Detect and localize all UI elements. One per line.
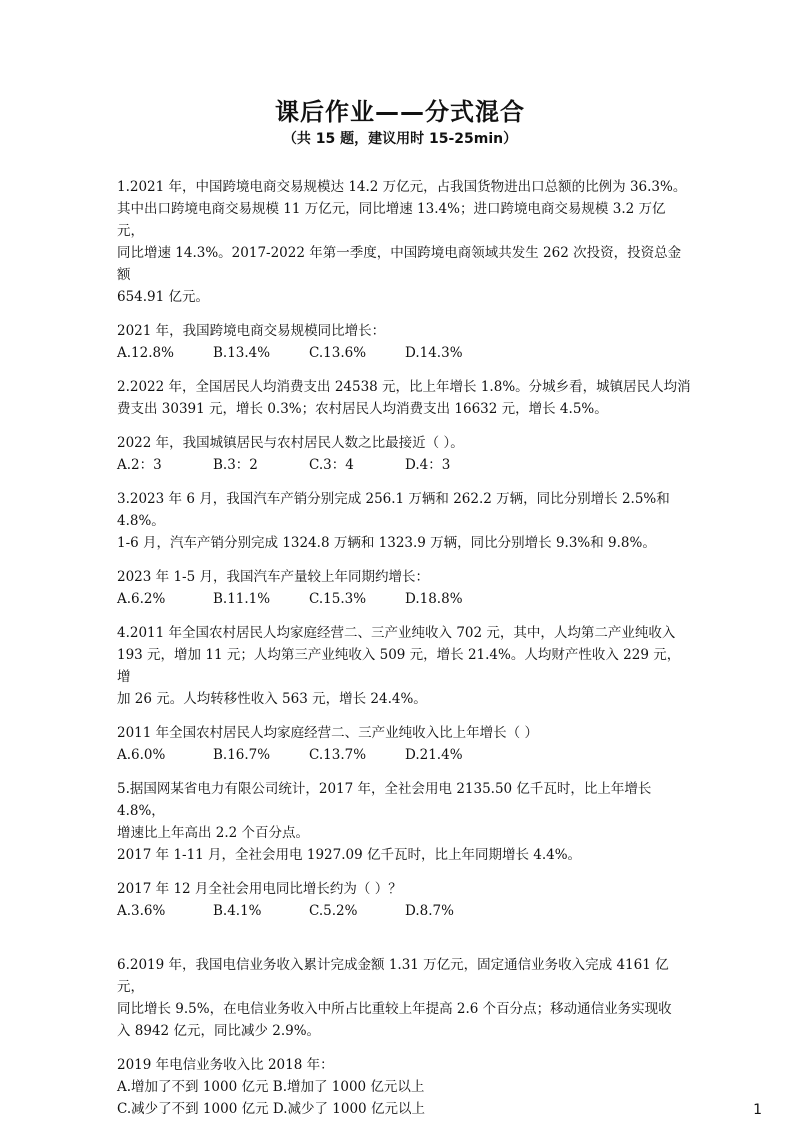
- question-5-line-1: 5.据国网某省电力有限公司统计，2017 年，全社会用电 2135.50 亿千瓦时，比上年增长 4.8%，: [117, 781, 652, 819]
- question-5-line-3: 2017 年 1-11 月，全社会用电 1927.09 亿千瓦时，比上年同期增长 4.4%。: [117, 847, 582, 863]
- question-5-line-2: 增速比上年高出 2.2 个百分点。: [117, 825, 310, 841]
- question-6-options-line-1: A.增加了不到 1000 亿元 B.增加了 1000 亿元以上: [117, 1079, 425, 1095]
- question-6-line-2: 同比增长 9.5%，在电信业务收入中所占比重较上年提高 2.6 个百分点；移动通信业务实现收: [117, 1001, 672, 1017]
- option-b: B.13.4%: [213, 345, 271, 361]
- question-2-line-1: 2.2022 年，全国居民人均消费支出 24538 元，比上年增长 1.8%。分城乡看，城镇居民人均消: [117, 379, 691, 395]
- question-1-line-4: 654.91 亿元。: [117, 289, 210, 305]
- option-d: D.18.8%: [405, 591, 463, 607]
- option-d: D.21.4%: [405, 747, 463, 763]
- question-6-options-line-2: C.减少了不到 1000 亿元 D.减少了 1000 亿元以上: [117, 1101, 425, 1117]
- question-1-prompt: 2021 年，我国跨境电商交易规模同比增长：: [117, 323, 386, 339]
- question-2-line-2: 费支出 30391 元，增长 0.3%；农村居民人均消费支出 16632 元，增长 4.5%。: [117, 401, 608, 417]
- option-b: B.4.1%: [213, 903, 262, 919]
- question-1-line-3: 同比增速 14.3%。2017-2022 年第一季度，中国跨境电商领域共发生 262 次投资，投资总金额: [117, 245, 682, 283]
- page-title: 课后作业——分式混合: [275, 98, 525, 126]
- question-2-prompt: 2022 年，我国城镇居民与农村居民人数之比最接近（ ）。: [117, 435, 464, 451]
- page-number: 1: [753, 1102, 762, 1118]
- question-2: [117, 376, 692, 476]
- question-6: [117, 954, 692, 1120]
- question-4: [117, 622, 692, 766]
- question-5-prompt: 2017 年 12 月全社会用电同比增长约为（ ）？: [117, 881, 402, 897]
- question-1-line-2: 其中出口跨境电商交易规模 11 万亿元，同比增速 13.4%；进口跨境电商交易规模 3.2 万亿元，: [117, 201, 666, 239]
- question-1-options: [117, 342, 692, 364]
- option-c: C.13.6%: [309, 345, 367, 361]
- option-c: C.13.7%: [309, 747, 367, 763]
- page-subtitle: （共 15 题，建议用时 15-25min）: [282, 131, 518, 147]
- question-3-options: [117, 588, 692, 610]
- option-a: A.6.0%: [117, 747, 166, 763]
- question-4-line-3: 加 26 元。人均转移性收入 563 元，增长 24.4%。: [117, 691, 427, 707]
- question-3-prompt: 2023 年 1-5 月，我国汽车产量较上年同期约增长：: [117, 569, 429, 585]
- option-c: C.5.2%: [309, 903, 358, 919]
- option-b: B.16.7%: [213, 747, 271, 763]
- option-a: A.6.2%: [117, 591, 166, 607]
- question-4-options: [117, 744, 692, 766]
- question-2-options: [117, 454, 692, 476]
- question-3-line-1: 3.2023 年 6 月，我国汽车产销分别完成 256.1 万辆和 262.2 万辆，同比分别增长 2.5%和 4.8%。: [117, 491, 670, 529]
- question-3: [117, 488, 692, 610]
- option-d: D.4：3: [405, 457, 451, 473]
- question-6-prompt: 2019 年电信业务收入比 2018 年：: [117, 1057, 334, 1073]
- option-c: C.3：4: [309, 457, 354, 473]
- question-4-prompt: 2011 年全国农村居民人均家庭经营二、三产业纯收入比上年增长（ ）: [117, 725, 538, 741]
- questions-list: [117, 176, 692, 1120]
- question-5-options: [117, 900, 692, 922]
- question-1-line-1: 1.2021 年，中国跨境电商交易规模达 14.2 万亿元，占我国货物进出口总额的比例为 36.3%。: [117, 179, 687, 195]
- question-1: [117, 176, 692, 364]
- option-d: D.8.7%: [405, 903, 454, 919]
- option-b: B.3：2: [213, 457, 258, 473]
- option-a: A.12.8%: [117, 345, 174, 361]
- question-4-line-2: 193 元，增加 11 元；人均第三产业纯收入 509 元，增长 21.4%。人均财产性收入 229 元，增: [117, 647, 681, 685]
- question-4-line-1: 4.2011 年全国农村居民人均家庭经营二、三产业纯收入 702 元，其中，人均第二产业纯收入: [117, 625, 676, 641]
- question-3-line-2: 1-6 月，汽车产销分别完成 1324.8 万辆和 1323.9 万辆，同比分别增长 9.3%和 9.8%。: [117, 535, 656, 551]
- option-d: D.14.3%: [405, 345, 463, 361]
- option-c: C.15.3%: [309, 591, 367, 607]
- question-6-line-3: 入 8942 亿元，同比减少 2.9%。: [117, 1023, 321, 1039]
- question-5: [117, 778, 692, 922]
- question-6-line-1: 6.2019 年，我国电信业务收入累计完成金额 1.31 万亿元，固定通信业务收入完成 4161 亿元，: [117, 957, 669, 995]
- option-a: A.2：3: [117, 457, 162, 473]
- option-b: B.11.1%: [213, 591, 271, 607]
- option-a: A.3.6%: [117, 903, 166, 919]
